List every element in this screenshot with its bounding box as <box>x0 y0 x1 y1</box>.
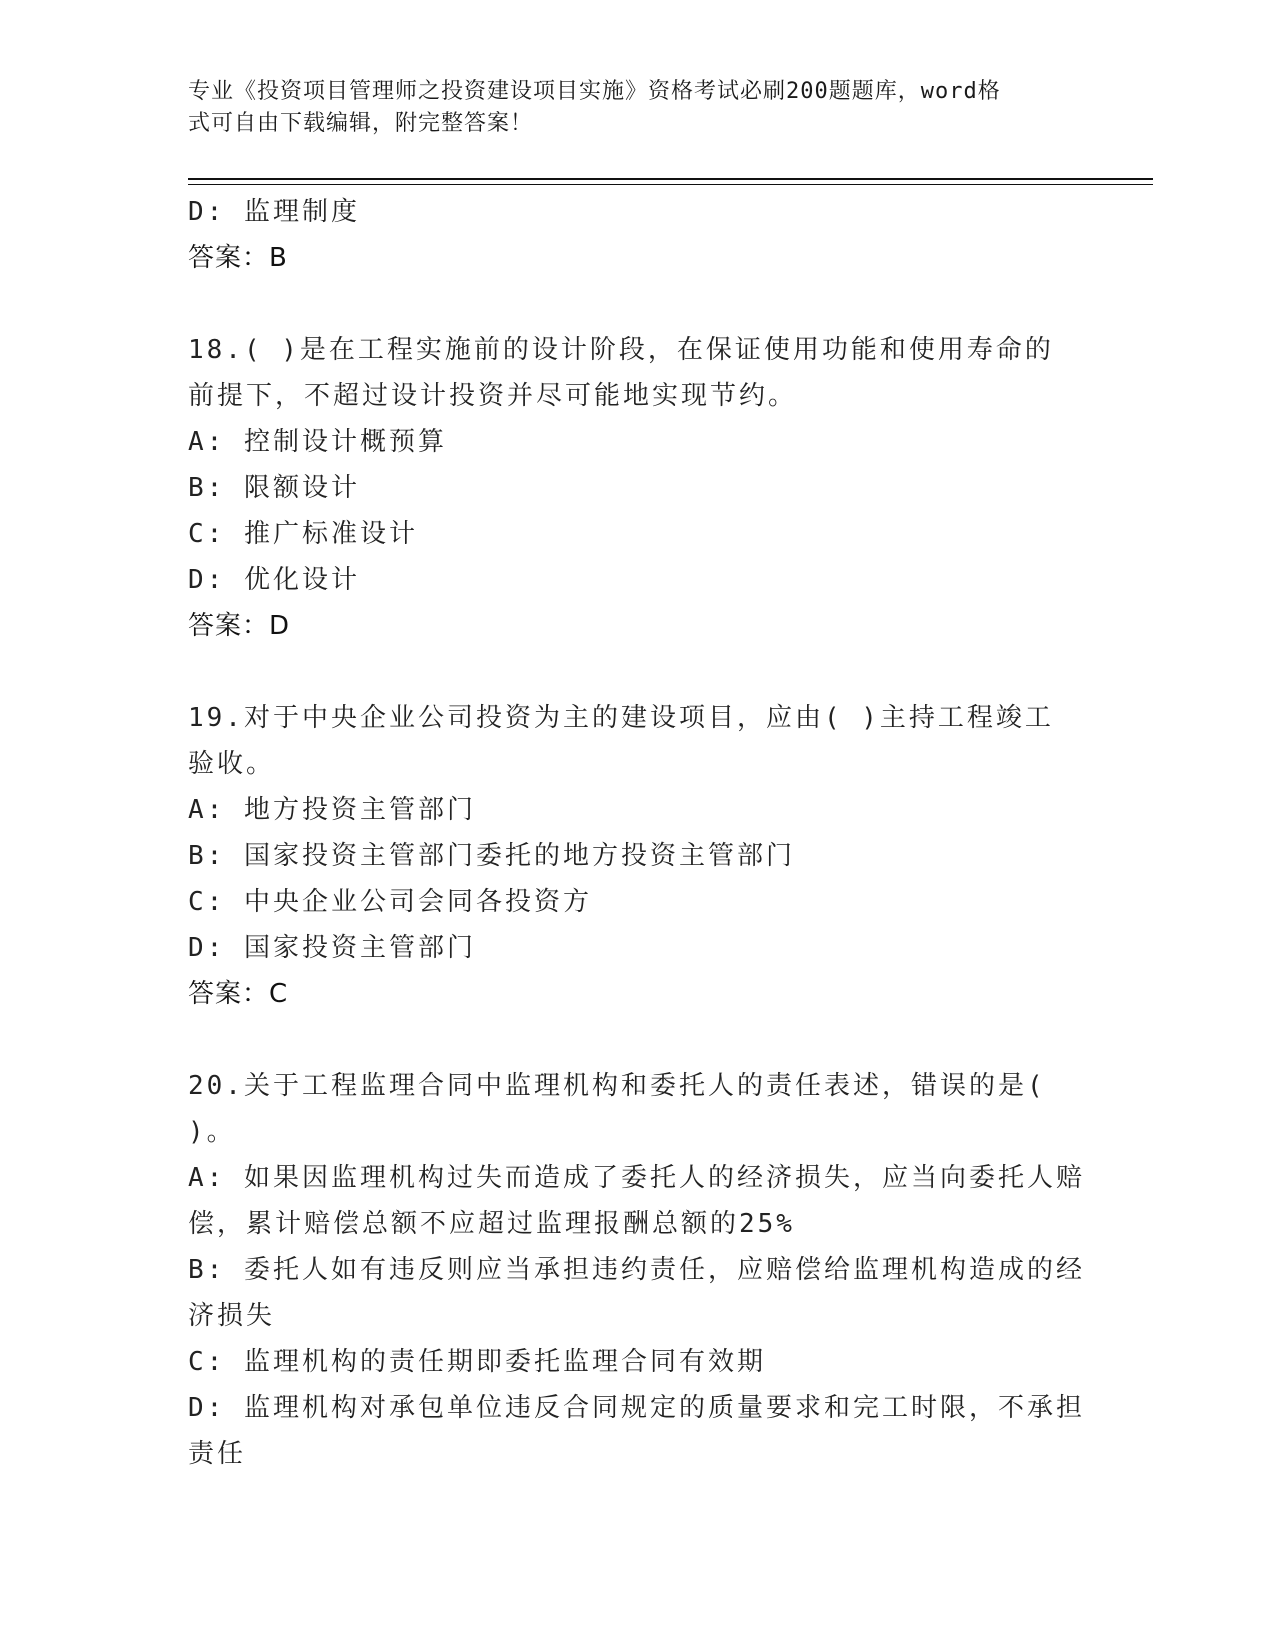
question-19 <box>188 695 1088 1017</box>
option-d-cont: 责任 <box>188 1439 247 1469</box>
question-stem: 18.( )是在工程实施前的设计阶段，在保证使用功能和使用寿命的 <box>188 335 1054 365</box>
option-c: C: 中央企业公司会同各投资方 <box>188 887 592 917</box>
question-18 <box>188 327 1088 649</box>
answer-line: 答案：B <box>188 243 288 273</box>
option-b: B: 国家投资主管部门委托的地方投资主管部门 <box>188 841 795 871</box>
header-line-2: 式可自由下载编辑，附完整答案！ <box>188 111 534 136</box>
question-20 <box>188 1063 1088 1477</box>
spacer <box>188 281 1088 327</box>
option-d: D: 国家投资主管部门 <box>188 933 476 963</box>
answer-line: 答案：C <box>188 979 289 1009</box>
header-rule-thin <box>188 184 1153 185</box>
question-stem: 20.关于工程监理合同中监理机构和委托人的责任表述，错误的是( <box>188 1071 1046 1101</box>
option-c: C: 推广标准设计 <box>188 519 418 549</box>
question-stem-cont: )。 <box>188 1117 236 1147</box>
answer-line: 答案：D <box>188 611 291 641</box>
question-stem: 19.对于中央企业公司投资为主的建设项目，应由( )主持工程竣工 <box>188 703 1054 733</box>
option-d: D: 监理机构对承包单位违反合同规定的质量要求和完工时限，不承担 <box>188 1393 1085 1423</box>
option-b-cont: 济损失 <box>188 1301 276 1331</box>
question-stem-cont: 前提下，不超过设计投资并尽可能地实现节约。 <box>188 381 798 411</box>
option-a: A: 如果因监理机构过失而造成了委托人的经济损失，应当向委托人赔 <box>188 1163 1085 1193</box>
option-a: A: 控制设计概预算 <box>188 427 447 457</box>
header-line-1: 专业《投资项目管理师之投资建设项目实施》资格考试必刷200题题库，word格 <box>188 79 1001 104</box>
document-header <box>188 76 1068 140</box>
prev-question-tail <box>188 189 1088 281</box>
question-stem-cont: 验收。 <box>188 749 276 779</box>
option-c: C: 监理机构的责任期即委托监理合同有效期 <box>188 1347 766 1377</box>
option-b: B: 委托人如有违反则应当承担违约责任，应赔偿给监理机构造成的经 <box>188 1255 1085 1285</box>
spacer <box>188 649 1088 695</box>
document-body <box>188 189 1088 1477</box>
header-rule-thick <box>188 178 1153 180</box>
option-d: D: 优化设计 <box>188 565 360 595</box>
spacer <box>188 1017 1088 1063</box>
option-a: A: 地方投资主管部门 <box>188 795 476 825</box>
option-a-cont: 偿，累计赔偿总额不应超过监理报酬总额的25% <box>188 1209 795 1239</box>
option-b: B: 限额设计 <box>188 473 360 503</box>
option-d: D: 监理制度 <box>188 197 360 227</box>
